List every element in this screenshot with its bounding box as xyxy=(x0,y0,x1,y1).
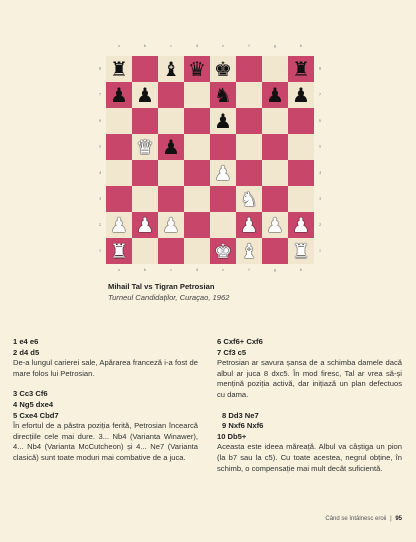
square-f5 xyxy=(236,134,262,160)
rank-label: 2 xyxy=(99,222,101,227)
file-label: d xyxy=(196,43,198,48)
rank-labels-left xyxy=(96,56,104,264)
move-line: 10 Db5+ xyxy=(217,431,247,441)
move-line: 2 d4 d5 xyxy=(13,347,40,357)
rank-label: 5 xyxy=(99,144,101,149)
white-pawn-icon: ♟ xyxy=(214,161,232,185)
file-label: b xyxy=(144,267,146,272)
square-c8 xyxy=(158,56,184,82)
square-a1 xyxy=(106,238,132,264)
square-d3 xyxy=(184,186,210,212)
square-f8 xyxy=(236,56,262,82)
white-king-icon: ♚ xyxy=(214,239,232,263)
square-f7 xyxy=(236,82,262,108)
square-h5 xyxy=(288,134,314,160)
rank-label: 2 xyxy=(319,222,321,227)
square-g6 xyxy=(262,108,288,134)
commentary-paragraph: De-a lungul carierei sale, Apărarea franceză i-a fost de mare folos lui Petrosian. xyxy=(13,358,198,378)
black-rook-icon: ♜ xyxy=(292,57,310,81)
square-a3 xyxy=(106,186,132,212)
square-e4 xyxy=(210,160,236,186)
square-h7 xyxy=(288,82,314,108)
square-h8 xyxy=(288,56,314,82)
white-pawn-icon: ♟ xyxy=(266,213,284,237)
chapter-title: Când se întâlnesc eroii xyxy=(325,516,387,522)
move-line: 6 Cxf6+ Cxf6 xyxy=(217,337,263,346)
square-c2 xyxy=(158,212,184,238)
square-e6 xyxy=(210,108,236,134)
square-c4 xyxy=(158,160,184,186)
square-d5 xyxy=(184,134,210,160)
file-label: a xyxy=(118,43,120,48)
white-bishop-icon: ♝ xyxy=(240,239,258,263)
square-a6 xyxy=(106,108,132,134)
rank-label: 4 xyxy=(319,170,321,175)
square-b2 xyxy=(132,212,158,238)
square-b6 xyxy=(132,108,158,134)
file-label: b xyxy=(144,43,146,48)
square-a7 xyxy=(106,82,132,108)
square-h3 xyxy=(288,186,314,212)
black-rook-icon: ♜ xyxy=(110,57,128,81)
left-text-column xyxy=(13,337,198,474)
square-b5 xyxy=(132,134,158,160)
file-labels-top xyxy=(106,42,314,50)
black-king-icon: ♚ xyxy=(214,57,232,81)
square-d7 xyxy=(184,82,210,108)
move-line: 5 Cxe4 Cbd7 xyxy=(13,410,59,420)
rank-label: 4 xyxy=(99,170,101,175)
move-line: 4 Ng5 dxe4 xyxy=(13,399,54,409)
rank-label: 5 xyxy=(319,144,321,149)
move-line: 9 Nxf6 Nxf6 xyxy=(222,421,264,431)
square-e5 xyxy=(210,134,236,160)
rank-label: 1 xyxy=(99,248,101,253)
square-d8 xyxy=(184,56,210,82)
square-e7 xyxy=(210,82,236,108)
square-h2 xyxy=(288,212,314,238)
file-label: f xyxy=(248,43,250,48)
square-b7 xyxy=(132,82,158,108)
square-c5 xyxy=(158,134,184,160)
square-h6 xyxy=(288,108,314,134)
black-pawn-icon: ♟ xyxy=(136,83,154,107)
white-knight-icon: ♞ xyxy=(240,187,258,211)
square-b8 xyxy=(132,56,158,82)
file-label: g xyxy=(274,267,276,272)
white-pawn-icon: ♟ xyxy=(292,213,310,237)
black-queen-icon: ♛ xyxy=(188,57,206,81)
rank-label: 8 xyxy=(99,66,101,71)
file-label: e xyxy=(222,43,224,48)
square-b4 xyxy=(132,160,158,186)
square-a5 xyxy=(106,134,132,160)
square-a4 xyxy=(106,160,132,186)
black-pawn-icon: ♟ xyxy=(214,109,232,133)
file-label: g xyxy=(274,43,276,48)
square-f2 xyxy=(236,212,262,238)
commentary-paragraph: În efortul de a păstra poziția ferită, Petrosian încearcă direcțiile cele mai dure. 3... Nb4 (Varianta Winawer), 4... Nb4 (Varianta McCutcheon) și 4... Ne7 (Varianta clasică) sunt toate moduri mai combative de a juca. xyxy=(13,421,198,462)
white-rook-icon: ♜ xyxy=(292,239,310,263)
rank-label: 7 xyxy=(99,92,101,97)
file-label: c xyxy=(170,267,172,272)
square-c6 xyxy=(158,108,184,134)
rank-label: 6 xyxy=(319,118,321,123)
white-pawn-icon: ♟ xyxy=(162,213,180,237)
square-e3 xyxy=(210,186,236,212)
black-pawn-icon: ♟ xyxy=(110,83,128,107)
file-label: h xyxy=(300,43,302,48)
square-a2 xyxy=(106,212,132,238)
page-footer xyxy=(325,516,402,522)
black-pawn-icon: ♟ xyxy=(266,83,284,107)
square-f4 xyxy=(236,160,262,186)
square-b1 xyxy=(132,238,158,264)
square-g2 xyxy=(262,212,288,238)
move-line: 3 Cc3 Cf6 xyxy=(13,389,48,399)
square-b3 xyxy=(132,186,158,212)
file-label: f xyxy=(248,267,250,272)
square-d1 xyxy=(184,238,210,264)
move-line: 7 Cf3 c5 xyxy=(217,347,247,357)
rank-label: 6 xyxy=(99,118,101,123)
square-h4 xyxy=(288,160,314,186)
square-g4 xyxy=(262,160,288,186)
rank-label: 3 xyxy=(319,196,321,201)
file-label: e xyxy=(222,267,224,272)
rank-label: 1 xyxy=(319,248,321,253)
square-d4 xyxy=(184,160,210,186)
chess-board xyxy=(106,56,314,264)
square-f3 xyxy=(236,186,262,212)
footer-separator: | xyxy=(390,516,392,522)
game-event: Turneul Candidaților, Curaçao, 1962 xyxy=(108,293,230,302)
square-c1 xyxy=(158,238,184,264)
commentary-paragraph: Aceasta este ideea măreață. Albul va câștiga un pion (la b7 sau la c5). Cu toate acestea, negrul obține, în schimb, o compensație mai mult decât suficientă. xyxy=(217,442,402,473)
square-g5 xyxy=(262,134,288,160)
white-queen-icon: ♛ xyxy=(136,135,154,159)
move-line: 1 e4 e6 xyxy=(13,337,39,346)
rank-labels-right xyxy=(316,56,324,264)
black-pawn-icon: ♟ xyxy=(292,83,310,107)
file-label: a xyxy=(118,267,120,272)
file-label: d xyxy=(196,267,198,272)
square-f1 xyxy=(236,238,262,264)
move-line: 8 Dd3 Ne7 xyxy=(222,410,259,420)
right-text-column xyxy=(217,337,402,484)
rank-label: 3 xyxy=(99,196,101,201)
black-knight-icon: ♞ xyxy=(214,83,232,107)
square-e1 xyxy=(210,238,236,264)
square-h1 xyxy=(288,238,314,264)
diagram-caption xyxy=(108,281,328,303)
square-c3 xyxy=(158,186,184,212)
square-e8 xyxy=(210,56,236,82)
file-label: h xyxy=(300,267,302,272)
white-rook-icon: ♜ xyxy=(110,239,128,263)
file-labels-bottom xyxy=(106,266,314,274)
black-pawn-icon: ♟ xyxy=(162,135,180,159)
chess-diagram xyxy=(92,42,328,278)
square-c7 xyxy=(158,82,184,108)
commentary-paragraph: Petrosian ar savura șansa de a schimba damele dacă albul ar juca 8 dxc5. În mod firesc, Tal ar vrea să-și mențină poziția activă, dar inițiază un plan defectuos cu dama. xyxy=(217,358,402,399)
game-title: Mihail Tal vs Tigran Petrosian xyxy=(108,282,215,291)
square-g1 xyxy=(262,238,288,264)
square-d6 xyxy=(184,108,210,134)
white-pawn-icon: ♟ xyxy=(136,213,154,237)
square-e2 xyxy=(210,212,236,238)
file-label: c xyxy=(170,43,172,48)
square-g8 xyxy=(262,56,288,82)
rank-label: 7 xyxy=(319,92,321,97)
square-g3 xyxy=(262,186,288,212)
square-g7 xyxy=(262,82,288,108)
square-d2 xyxy=(184,212,210,238)
rank-label: 8 xyxy=(319,66,321,71)
white-pawn-icon: ♟ xyxy=(110,213,128,237)
page-number: 95 xyxy=(395,516,402,522)
white-pawn-icon: ♟ xyxy=(240,213,258,237)
square-f6 xyxy=(236,108,262,134)
square-a8 xyxy=(106,56,132,82)
black-bishop-icon: ♝ xyxy=(162,57,180,81)
